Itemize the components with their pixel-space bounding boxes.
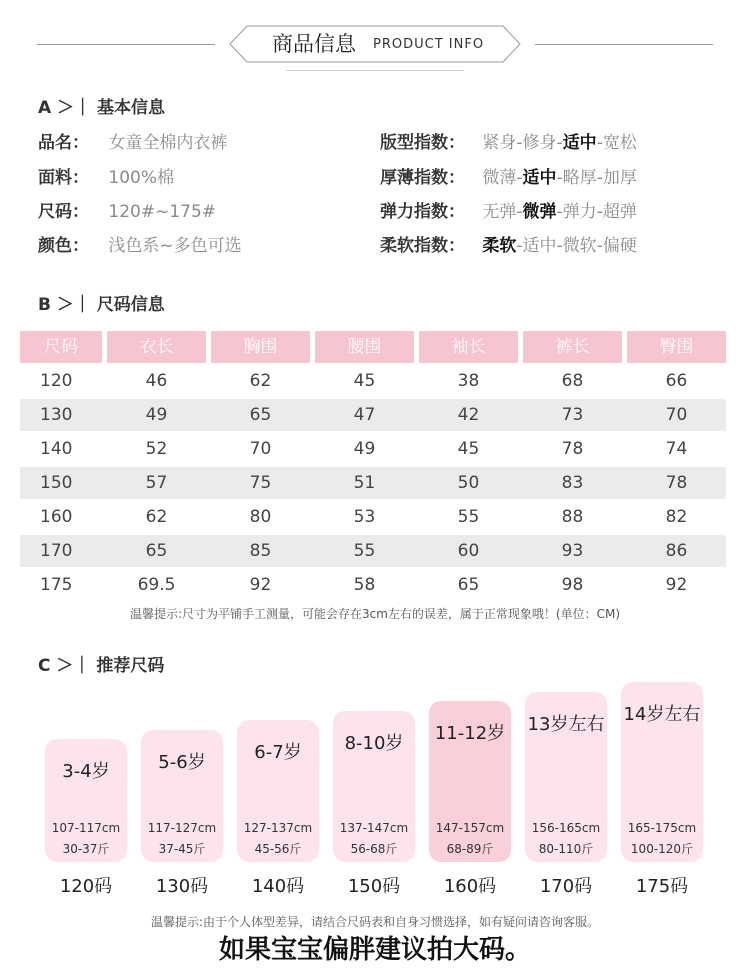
page-subtitle: PRODUCT INFO <box>373 37 485 52</box>
product-name-row <box>38 132 227 154</box>
card-size-label: 160码 <box>443 876 497 897</box>
table-cell: 60 <box>457 541 480 561</box>
size-card <box>525 692 607 863</box>
scale-separator: - <box>556 133 563 153</box>
section-basic-title: A ＞｜ 基本信息 <box>38 98 165 118</box>
card-height-range: 147-157cm <box>435 821 505 835</box>
card-weight-range: 100-120斤 <box>630 842 694 856</box>
fit-index-row <box>380 132 637 154</box>
color-row <box>38 235 242 257</box>
table-cell: 58 <box>353 575 376 595</box>
table-cell: 92 <box>249 575 272 595</box>
table-cell: 65 <box>249 405 272 425</box>
fabric-label: 面料： <box>38 168 89 188</box>
elastic-index-row <box>380 201 637 223</box>
thickness-index-label: 厚薄指数： <box>380 168 465 188</box>
size-range-row <box>38 201 216 223</box>
scale-separator: - <box>516 168 523 188</box>
table-row <box>20 467 726 499</box>
scale-separator: - <box>596 202 603 222</box>
softness-index-label: 柔软指数： <box>380 236 465 256</box>
section-size-title: B ＞｜ 尺码信息 <box>38 295 165 315</box>
table-cell: 83 <box>561 473 584 493</box>
scale-separator: - <box>516 202 523 222</box>
recommend-note: 温馨提示:由于个人体型差异，请结合尺码表和自身习惯选择，如有疑问请咨询客服。 <box>150 915 600 929</box>
fit-index-label: 版型指数： <box>380 133 465 153</box>
fabric-row <box>38 167 174 189</box>
size-card <box>45 739 127 862</box>
table-row <box>20 433 726 465</box>
card-height-range: 127-137cm <box>243 821 313 835</box>
scale-option: 柔软 <box>482 236 517 256</box>
size-table-header-cell: 衣长 <box>107 331 206 363</box>
table-cell: 92 <box>665 575 688 595</box>
table-cell: 49 <box>353 439 376 459</box>
table-cell: 55 <box>353 541 376 561</box>
scale-option: 适中 <box>562 133 597 153</box>
scale-separator: - <box>556 236 563 256</box>
table-cell: 62 <box>145 507 168 527</box>
table-cell: 65 <box>457 575 480 595</box>
table-cell: 65 <box>145 541 168 561</box>
table-cell: 70 <box>665 405 688 425</box>
table-row <box>20 365 726 397</box>
card-weight-range: 45-56斤 <box>254 842 302 856</box>
card-size-label: 175码 <box>635 876 689 897</box>
table-cell: 50 <box>457 473 480 493</box>
softness-index-row <box>380 235 637 257</box>
table-cell: 93 <box>561 541 584 561</box>
card-age: 5-6岁 <box>158 751 206 773</box>
card-age: 14岁左右 <box>623 704 701 725</box>
scale-separator: - <box>556 168 563 188</box>
scale-option: 微弹 <box>522 202 557 222</box>
scale-separator: - <box>516 133 523 153</box>
size-card <box>429 701 511 862</box>
card-height-range: 156-165cm <box>531 821 601 835</box>
table-cell: 38 <box>457 371 480 391</box>
scale-separator: - <box>596 133 603 153</box>
card-age: 3-4岁 <box>62 761 110 782</box>
section-recommend-title: C ＞｜ 推荐尺码 <box>38 656 165 676</box>
table-cell: 175 <box>40 575 73 595</box>
scale-option: 紧身 <box>482 133 517 153</box>
table-cell: 49 <box>145 405 168 425</box>
table-cell: 78 <box>665 473 688 493</box>
scale-separator: - <box>596 236 603 256</box>
card-weight-range: 37-45斤 <box>158 842 206 856</box>
table-cell: 160 <box>40 507 73 527</box>
size-range-value: 120#~175# <box>108 202 217 222</box>
scale-option: 适中 <box>522 168 557 188</box>
table-cell: 47 <box>353 405 376 425</box>
scale-option: 微薄 <box>482 168 517 188</box>
card-weight-range: 30-37斤 <box>62 842 110 856</box>
scale-separator: - <box>556 202 563 222</box>
table-cell: 140 <box>40 439 73 459</box>
table-cell: 98 <box>561 575 584 595</box>
size-table-header-cell: 尺码 <box>20 331 102 363</box>
color-label: 颜色： <box>38 236 89 256</box>
card-size-label: 170码 <box>539 876 593 897</box>
header-underline <box>286 70 464 71</box>
page-title: 商品信息 <box>272 32 356 56</box>
card-height-range: 137-147cm <box>339 821 409 835</box>
card-height-range: 117-127cm <box>147 821 217 835</box>
size-table-header-cell: 臀围 <box>627 331 726 363</box>
card-size-label: 120码 <box>59 876 113 897</box>
card-height-range: 165-175cm <box>627 821 697 835</box>
scale-option: 超弹 <box>602 202 637 222</box>
scale-option: 适中 <box>522 236 557 256</box>
table-cell: 57 <box>145 473 168 493</box>
size-table-header-cell: 胸围 <box>211 331 310 363</box>
scale-option: 宽松 <box>602 133 637 153</box>
table-cell: 120 <box>40 371 73 391</box>
scale-option: 加厚 <box>602 168 637 188</box>
table-cell: 75 <box>249 473 272 493</box>
table-row <box>20 535 726 567</box>
table-cell: 68 <box>561 371 584 391</box>
table-cell: 52 <box>145 439 168 459</box>
table-cell: 55 <box>457 507 480 527</box>
scale-option: 略厚 <box>562 168 597 188</box>
table-row <box>20 399 726 431</box>
table-cell: 150 <box>40 473 73 493</box>
scale-separator: - <box>596 168 603 188</box>
color-value: 浅色系~多色可选 <box>108 236 242 256</box>
table-cell: 78 <box>561 439 584 459</box>
card-weight-range: 56-68斤 <box>350 842 398 856</box>
table-cell: 45 <box>353 371 376 391</box>
table-cell: 51 <box>353 473 376 493</box>
table-cell: 66 <box>665 371 688 391</box>
scale-option: 无弹 <box>482 202 517 222</box>
card-height-range: 107-117cm <box>51 821 121 835</box>
header-line-right <box>535 44 713 45</box>
card-weight-range: 80-110斤 <box>538 842 594 856</box>
elastic-index-label: 弹力指数： <box>380 202 465 222</box>
size-up-advice: 如果宝宝偏胖建议拍大码。 <box>218 935 531 965</box>
table-cell: 46 <box>145 371 168 391</box>
scale-option: 弹力 <box>562 202 597 222</box>
table-row <box>20 501 726 533</box>
card-weight-range: 68-89斤 <box>446 842 494 856</box>
table-cell: 170 <box>40 541 73 561</box>
table-cell: 85 <box>249 541 272 561</box>
scale-option: 修身 <box>522 133 557 153</box>
scale-separator: - <box>516 236 523 256</box>
fabric-value: 100%棉 <box>108 168 175 188</box>
softness-index-scale <box>482 236 636 256</box>
thickness-index-scale <box>482 168 636 188</box>
card-size-label: 130码 <box>155 876 209 897</box>
table-cell: 74 <box>665 439 688 459</box>
size-table-header-cell: 腰围 <box>315 331 414 363</box>
table-cell: 130 <box>40 405 73 425</box>
product-name-label: 品名： <box>38 133 89 153</box>
table-cell: 45 <box>457 439 480 459</box>
card-age: 8-10岁 <box>344 732 404 754</box>
table-cell: 70 <box>249 439 272 459</box>
fit-index-scale <box>482 133 636 153</box>
header-line-left <box>37 44 215 45</box>
table-cell: 62 <box>249 371 272 391</box>
scale-option: 偏硬 <box>602 236 637 256</box>
measurement-note: 温馨提示:尺寸为平铺手工测量，可能会存在3cm左右的误差，属于正常现象哦！(单位：CM) <box>129 607 621 621</box>
elastic-index-scale <box>482 202 636 222</box>
table-cell: 88 <box>561 507 584 527</box>
table-cell: 69.5 <box>137 575 176 595</box>
size-card <box>141 730 223 863</box>
card-size-label: 150码 <box>347 876 401 897</box>
product-name-value: 女童全棉内衣裤 <box>108 133 228 153</box>
card-age: 6-7岁 <box>254 742 302 763</box>
card-size-label: 140码 <box>251 876 305 897</box>
table-cell: 82 <box>665 507 688 527</box>
table-cell: 86 <box>665 541 688 561</box>
size-range-label: 尺码： <box>38 202 89 222</box>
card-age: 11-12岁 <box>434 723 506 744</box>
size-card <box>333 711 415 863</box>
table-cell: 42 <box>457 405 480 425</box>
table-row <box>20 569 726 601</box>
card-age: 13岁左右 <box>527 713 605 735</box>
size-card <box>621 682 703 862</box>
scale-option: 微软 <box>562 236 597 256</box>
thickness-index-row <box>380 167 637 189</box>
table-cell: 53 <box>353 507 376 527</box>
table-cell: 80 <box>249 507 272 527</box>
size-card <box>237 720 319 862</box>
size-table-header-cell: 袖长 <box>419 331 518 363</box>
size-table-header-cell: 裤长 <box>523 331 622 363</box>
table-cell: 73 <box>561 405 584 425</box>
